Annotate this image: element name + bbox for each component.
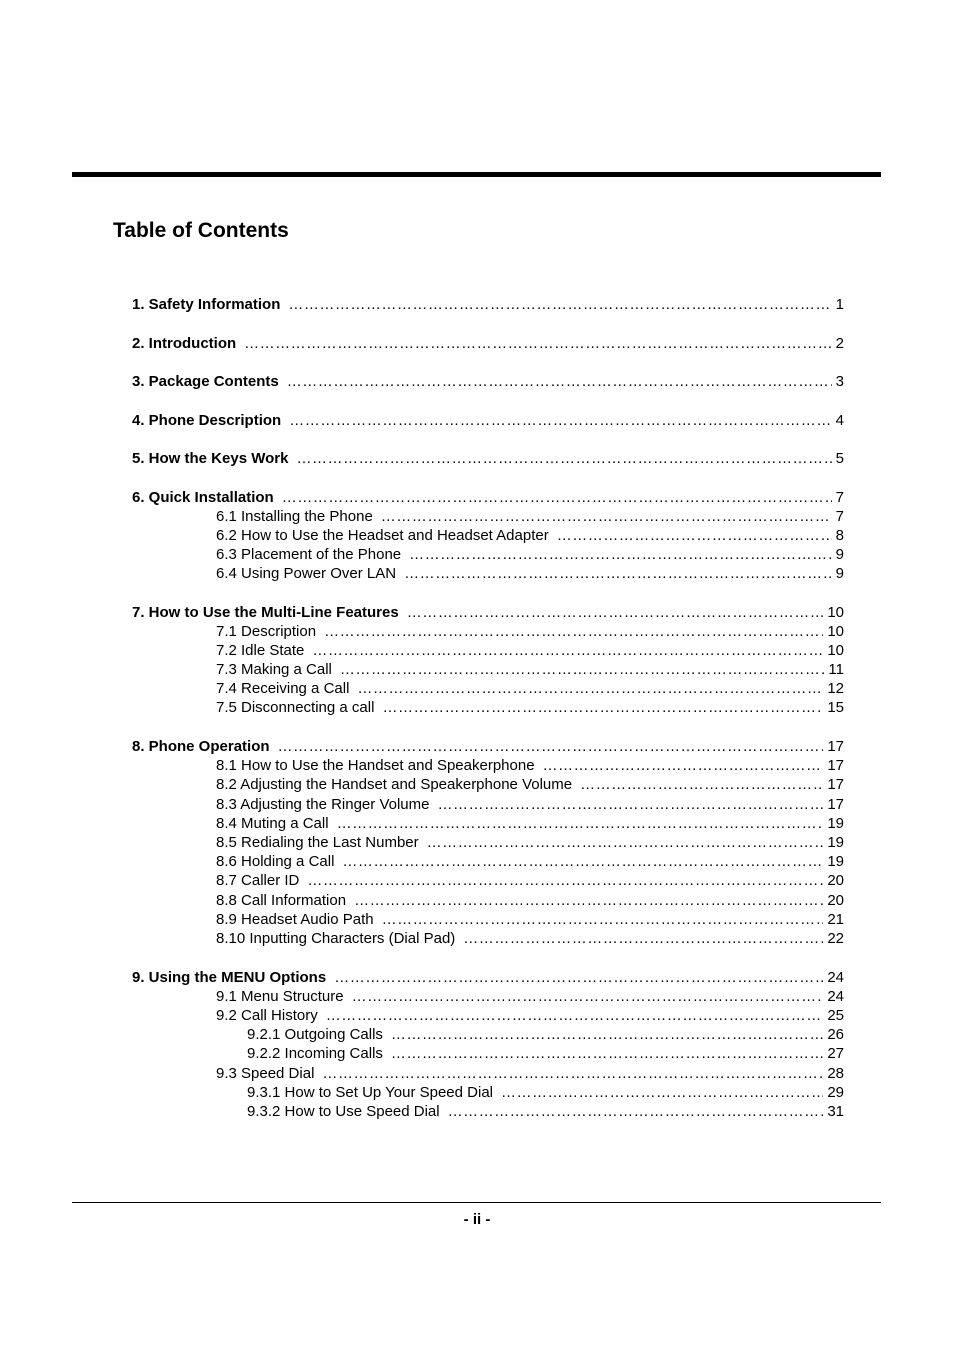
- toc-entry[interactable]: [216, 680, 844, 699]
- toc-entry[interactable]: [132, 604, 844, 623]
- dot-leader: [381, 508, 832, 525]
- dot-leader: [324, 623, 823, 640]
- toc-entry-label: 6.3 Placement of the Phone: [216, 546, 402, 563]
- toc-entry-page: 19: [827, 834, 844, 851]
- toc-entry-label: 9.3 Speed Dial: [216, 1065, 315, 1082]
- toc-entry-page: 2: [835, 335, 844, 352]
- dot-leader: [404, 565, 832, 582]
- toc-entry-label: 6.2 How to Use the Headset and Headset Adapter: [216, 527, 549, 544]
- toc-entry-label: 3. Package Contents: [132, 373, 279, 390]
- toc-entry-page: 20: [827, 872, 844, 889]
- toc-entry[interactable]: [216, 757, 844, 776]
- toc-entry-page: 24: [827, 969, 844, 986]
- dot-leader: [437, 796, 823, 813]
- dot-leader: [340, 661, 825, 678]
- toc-entry-label: 8. Phone Operation: [132, 738, 270, 755]
- toc-entry-label: 7.5 Disconnecting a call: [216, 699, 375, 716]
- dot-leader: [307, 872, 823, 889]
- toc-entry-page: 19: [827, 815, 844, 832]
- toc-entry-label: 7.3 Making a Call: [216, 661, 332, 678]
- toc-entry-label: 7.2 Idle State: [216, 642, 305, 659]
- toc-entry[interactable]: [247, 1084, 844, 1103]
- toc-entry[interactable]: [216, 699, 844, 718]
- toc-entry-page: 9: [835, 565, 844, 582]
- toc-entry[interactable]: [216, 565, 844, 584]
- toc-entry[interactable]: [216, 988, 844, 1007]
- toc-entry-page: 8: [835, 527, 844, 544]
- toc-entry-page: 3: [835, 373, 844, 390]
- toc-entry-label: 9.2 Call History: [216, 1007, 318, 1024]
- toc-entry[interactable]: [216, 853, 844, 872]
- toc-entry-page: 17: [827, 796, 844, 813]
- dot-leader: [334, 969, 823, 986]
- toc-entry[interactable]: [216, 892, 844, 911]
- dot-leader: [288, 296, 831, 313]
- dot-leader: [322, 1065, 823, 1082]
- toc-entry-label: 2. Introduction: [132, 335, 237, 352]
- toc-entry[interactable]: [132, 296, 844, 315]
- toc-entry-page: 26: [827, 1026, 844, 1043]
- toc-entry-page: 24: [827, 988, 844, 1005]
- toc-entry[interactable]: [216, 546, 844, 565]
- toc-entry[interactable]: [216, 872, 844, 891]
- toc-entry-label: 9.1 Menu Structure: [216, 988, 344, 1005]
- toc-entry-page: 11: [828, 661, 844, 678]
- dot-leader: [382, 699, 823, 716]
- toc-entry[interactable]: [132, 450, 844, 469]
- dot-leader: [448, 1103, 824, 1120]
- toc-entry-page: 4: [835, 412, 844, 429]
- toc-entry-page: 17: [827, 738, 844, 755]
- toc-entry-page: 15: [827, 699, 844, 716]
- dot-leader: [296, 450, 831, 467]
- toc-entry-label: 7. How to Use the Multi-Line Features: [132, 604, 399, 621]
- toc-entry-page: 1: [835, 296, 844, 313]
- toc-entry-label: 6.4 Using Power Over LAN: [216, 565, 397, 582]
- toc-entry-page: 22: [827, 930, 844, 947]
- toc-entry-page: 25: [827, 1007, 844, 1024]
- dot-leader: [427, 834, 824, 851]
- toc-entry[interactable]: [216, 642, 844, 661]
- page-number: - ii -: [463, 1211, 491, 1228]
- dot-leader: [326, 1007, 824, 1024]
- dot-leader: [409, 546, 832, 563]
- dot-leader: [278, 738, 824, 755]
- dot-leader: [580, 776, 823, 793]
- toc-entry-page: 10: [827, 623, 844, 640]
- dot-leader: [282, 489, 832, 506]
- toc-entry[interactable]: [216, 1065, 844, 1084]
- toc-entry-label: 9. Using the MENU Options: [132, 969, 327, 986]
- dot-leader: [342, 853, 823, 870]
- dot-leader: [407, 604, 824, 621]
- toc-entry[interactable]: [216, 930, 844, 949]
- toc-entry-label: 6. Quick Installation: [132, 489, 274, 506]
- toc-entry[interactable]: [216, 911, 844, 930]
- toc-entry[interactable]: [216, 776, 844, 795]
- toc-entry[interactable]: [247, 1103, 844, 1122]
- toc-entry-page: 28: [827, 1065, 844, 1082]
- page-title: Table of Contents: [113, 219, 289, 242]
- toc-entry-label: 7.4 Receiving a Call: [216, 680, 350, 697]
- toc-entry-page: 29: [827, 1084, 844, 1101]
- toc-entry[interactable]: [216, 834, 844, 853]
- dot-leader: [244, 335, 831, 352]
- toc-entry-page: 17: [827, 776, 844, 793]
- toc-entry[interactable]: [132, 412, 844, 431]
- toc-entry-page: 7: [835, 489, 844, 506]
- toc-entry-page: 7: [835, 508, 844, 525]
- bottom-rule: [72, 1202, 881, 1203]
- toc-entry-page: 31: [827, 1103, 844, 1120]
- toc-entry-page: 12: [827, 680, 844, 697]
- toc-entry-label: 7.1 Description: [216, 623, 317, 640]
- dot-leader: [357, 680, 823, 697]
- toc-entry[interactable]: [132, 738, 844, 757]
- dot-leader: [287, 373, 832, 390]
- toc-entry[interactable]: [132, 373, 844, 392]
- dot-leader: [312, 642, 823, 659]
- toc-entry-label: 5. How the Keys Work: [132, 450, 289, 467]
- toc-entry-label: 8.7 Caller ID: [216, 872, 300, 889]
- toc-entry-page: 10: [827, 642, 844, 659]
- toc-entry-label: 8.4 Muting a Call: [216, 815, 329, 832]
- dot-leader: [382, 911, 824, 928]
- toc-entry-label: 9.3.1 How to Set Up Your Speed Dial: [247, 1084, 493, 1101]
- toc-entry-label: 8.6 Holding a Call: [216, 853, 335, 870]
- toc-entry-label: 8.9 Headset Audio Path: [216, 911, 374, 928]
- dot-leader: [352, 988, 824, 1005]
- toc-entry[interactable]: [132, 969, 844, 988]
- toc-entry-label: 8.2 Adjusting the Handset and Speakerphone Volume: [216, 776, 573, 793]
- toc-entry-label: 8.3 Adjusting the Ringer Volume: [216, 796, 430, 813]
- toc-entry[interactable]: [216, 796, 844, 815]
- toc-entry-page: 20: [827, 892, 844, 909]
- dot-leader: [337, 815, 824, 832]
- dot-leader: [391, 1045, 823, 1062]
- toc-entry-label: 8.5 Redialing the Last Number: [216, 834, 419, 851]
- toc-entry[interactable]: [132, 489, 844, 508]
- toc-entry-page: 5: [835, 450, 844, 467]
- toc-entry-label: 8.8 Call Information: [216, 892, 347, 909]
- toc-entry-label: 8.10 Inputting Characters (Dial Pad): [216, 930, 456, 947]
- dot-leader: [501, 1084, 823, 1101]
- dot-leader: [463, 930, 823, 947]
- toc-entry[interactable]: [247, 1045, 844, 1064]
- dot-leader: [391, 1026, 823, 1043]
- toc-entry[interactable]: [216, 623, 844, 642]
- dot-leader: [354, 892, 823, 909]
- toc-entry[interactable]: [216, 508, 844, 527]
- toc-entry-page: 19: [827, 853, 844, 870]
- toc-entry[interactable]: [216, 815, 844, 834]
- toc-entry-page: 27: [827, 1045, 844, 1062]
- toc-entry-label: 8.1 How to Use the Handset and Speakerphone: [216, 757, 535, 774]
- toc-entry-label: 1. Safety Information: [132, 296, 281, 313]
- toc-entry-page: 10: [827, 604, 844, 621]
- dot-leader: [289, 412, 831, 429]
- toc-entry[interactable]: [247, 1026, 844, 1045]
- toc-entry-label: 6.1 Installing the Phone: [216, 508, 373, 525]
- toc-entry-label: 9.2.2 Incoming Calls: [247, 1045, 383, 1062]
- toc-entry-label: 9.2.1 Outgoing Calls: [247, 1026, 383, 1043]
- dot-leader: [557, 527, 832, 544]
- dot-leader: [543, 757, 824, 774]
- toc-entry[interactable]: [216, 527, 844, 546]
- toc-entry-page: 17: [827, 757, 844, 774]
- toc-entry[interactable]: [216, 1007, 844, 1026]
- toc-entry[interactable]: [132, 335, 844, 354]
- toc-entry-label: 9.3.2 How to Use Speed Dial: [247, 1103, 440, 1120]
- toc-entry[interactable]: [216, 661, 844, 680]
- toc-entry-page: 21: [827, 911, 844, 928]
- toc-entry-page: 9: [835, 546, 844, 563]
- toc-entry-label: 4. Phone Description: [132, 412, 282, 429]
